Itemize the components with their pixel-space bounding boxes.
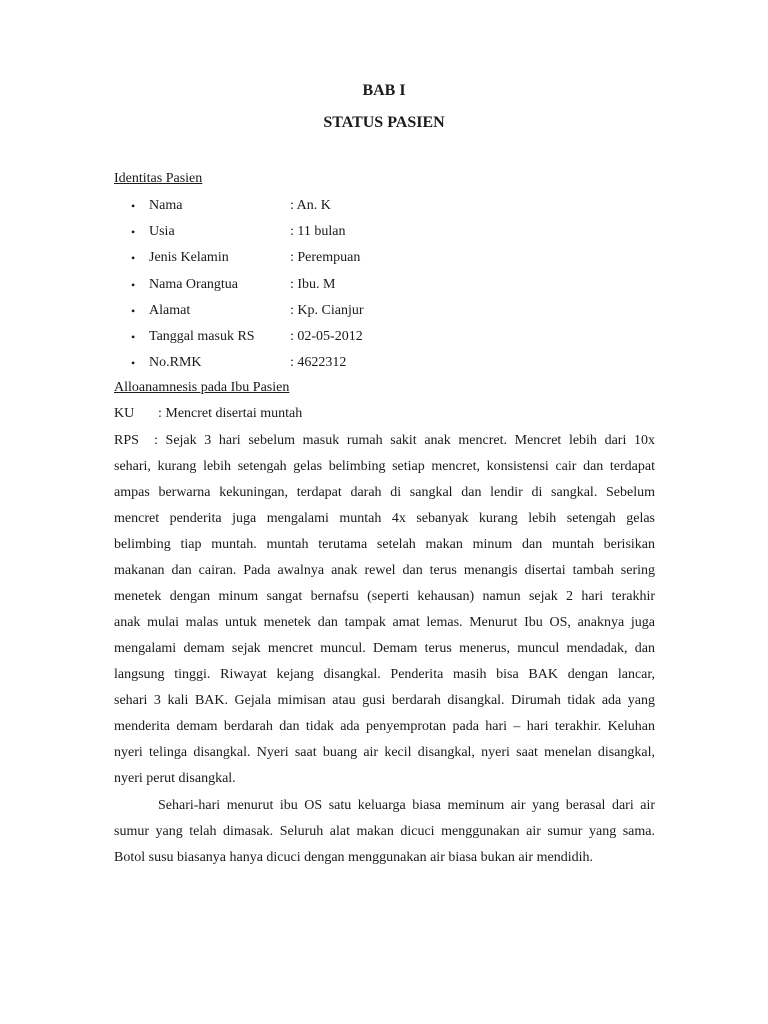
identity-label: Alamat [149,302,191,318]
identity-label: Nama [149,198,183,213]
identity-list [0,197,768,380]
bullet-icon: • [131,277,136,292]
rps-line: sehari 3 kali BAK. Gejala mimisan atau gusi berdarah disangkal. Dirumah tidak ada yang [114,693,655,708]
chapter-number: BAB I [362,82,406,99]
rps-label: RPS [114,433,139,448]
ku-text: : Mencret disertai muntah [158,406,303,421]
bullet-icon: • [131,251,136,266]
paragraph2-line: Sehari-hari menurut ibu OS satu keluarga biasa meminum air yang berasal dari air [158,798,655,813]
rps-line: sehari, kurang lebih setengah gelas belimbing setiap mencret, konsistensi cair dan terdapat [114,459,655,474]
rps-line: nyeri telinga disangkal. Nyeri saat buang air kecil disangkal, nyeri saat menelan disangkal, [114,745,655,760]
rps-line: nyeri perut disangkal. [114,771,236,786]
identity-label: Usia [149,224,175,240]
identity-value: : Perempuan [290,250,361,266]
bullet-icon: • [131,225,136,240]
identity-value: : 02-05-2012 [290,328,363,344]
ku-label: KU [114,406,135,421]
chapter-title: STATUS PASIEN [323,114,445,131]
identity-item-nama [0,197,768,223]
identity-value: : An. K [290,198,331,213]
identity-value: : 11 bulan [290,224,346,240]
rps-first-line: : Sejak 3 hari sebelum masuk rumah sakit anak mencret. Mencret lebih dari 10x [154,433,655,448]
identity-item-no-rmk [0,354,768,380]
paragraph2-line: sumur yang telah dimasak. Seluruh alat makan dicuci menggunakan air sumur yang sama. [114,824,655,839]
rps-line: langsung tinggi. Riwayat kejang disangkal. Penderita masih bisa BAK dengan lancar, [114,667,655,682]
identity-item-jenis-kelamin [0,249,768,275]
identity-label: Nama Orangtua [149,276,239,292]
rps-line: anak mulai malas untuk menetek dan tampak amat lemas. Menurut Ibu OS, anaknya juga [114,615,655,630]
paragraph2-line: Botol susu biasanya hanya dicuci dengan menggunakan air biasa bukan air mendidih. [114,850,593,865]
rps-line: mengalami demam sejak mencret muncul. Demam terus menerus, muncul mendadak, dan [114,641,655,656]
identity-label: No.RMK [149,355,202,371]
bullet-icon: • [131,329,136,344]
bullet-icon: • [131,199,136,213]
identity-label: Tanggal masuk RS [149,328,255,344]
identity-heading: Identitas Pasien [114,171,203,186]
anamnesis-heading: Alloanamnesis pada Ibu Pasien [114,380,290,395]
identity-label: Jenis Kelamin [149,250,229,266]
identity-value: : 4622312 [290,355,347,371]
identity-item-usia [0,223,768,249]
rps-line: belimbing tiap muntah. muntah terutama setelah makan minum dan muntah berisikan [114,537,655,552]
rps-line: menetek dengan minum sangat bernafsu (seperti kehausan) namun sejak 2 hari terakhir [114,589,655,604]
rps-line: makanan dan cairan. Pada awalnya anak rewel dan terus menangis disertai tambah sering [114,563,655,578]
identity-value: : Kp. Cianjur [290,302,364,318]
rps-line: ampas berwarna kekuningan, terdapat darah di sangkal dan lendir di sangkal. Sebelum [114,485,655,500]
rps-line: mencret penderita juga mengalami muntah 4x sebanyak kurang lebih setengah gelas [114,511,655,526]
bullet-icon: • [131,303,136,318]
rps-line: menderita demam berdarah dan tidak ada penyemprotan pada hari – hari terakhir. Keluhan [114,719,655,734]
identity-item-nama-orangtua [0,276,768,302]
identity-item-alamat [0,302,768,328]
identity-item-tanggal-masuk [0,328,768,354]
identity-value: : Ibu. M [290,276,336,292]
bullet-icon: • [131,356,136,371]
